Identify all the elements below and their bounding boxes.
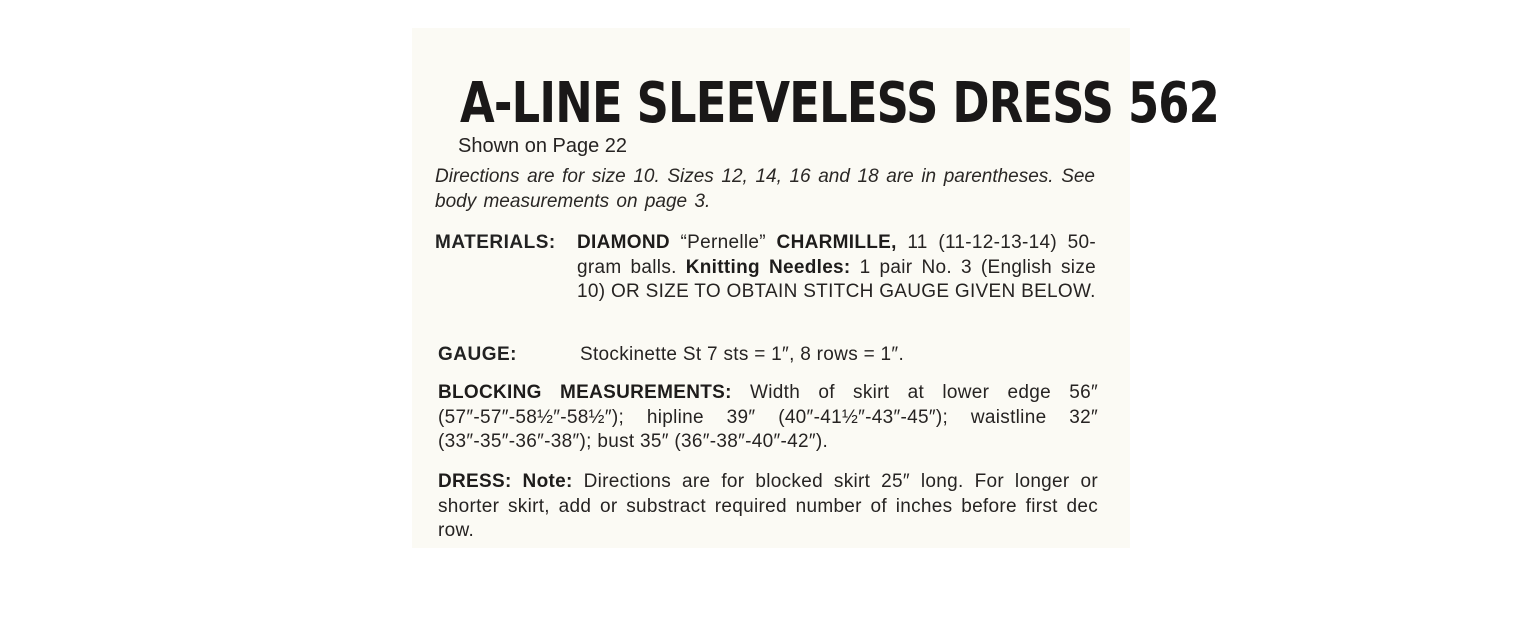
materials-text [577,231,1096,305]
blocking-measurements [438,381,1098,455]
dress-text: Directions are for blocked skirt 25″ long. For longer or shorter skirt, add or substract required number of inches before first dec row. [438,471,1098,541]
blocking-text: Width of skirt at lower edge 56″ (57″-57″-58½″-58½″); hipline 39″ (40″-41½″-43″-45″); waistline 32″ (33″-35″-36″-38″); bust 35″ (36″-38″-40″-42″). [438,382,1099,452]
yarn-brand: DIAMOND [577,232,670,253]
materials-label: MATERIALS: [435,232,556,253]
dress-label: DRESS: [438,471,512,492]
pattern-title: A-LINE SLEEVELESS DRESS 562 [460,71,1220,136]
page-reference: Shown on Page 22 [458,135,628,157]
yarn-amount: 11 (11-12-13-14) 50-gram balls. [577,232,1096,278]
size-directions: Directions are for size 10. Sizes 12, 14, 16 and 18 are in parentheses. See body measurements on page 3. [435,166,1095,212]
needles-text: 1 pair No. 3 (English size 10) OR SIZE TO OBTAIN STITCH GAUGE GIVEN BELOW. [577,256,1096,302]
yarn-name: “Pernelle” [669,232,777,253]
gauge-text: Stockinette St 7 sts = 1″, 8 rows = 1″. [580,344,905,365]
dress-note [438,470,1098,544]
needles-label: Knitting Needles: [685,256,851,278]
gauge-label: GAUGE: [438,344,517,365]
note-label: Note: [511,471,573,492]
blocking-label: BLOCKING MEASUREMENTS: [438,382,732,403]
yarn-line: CHARMILLE, [776,232,897,253]
